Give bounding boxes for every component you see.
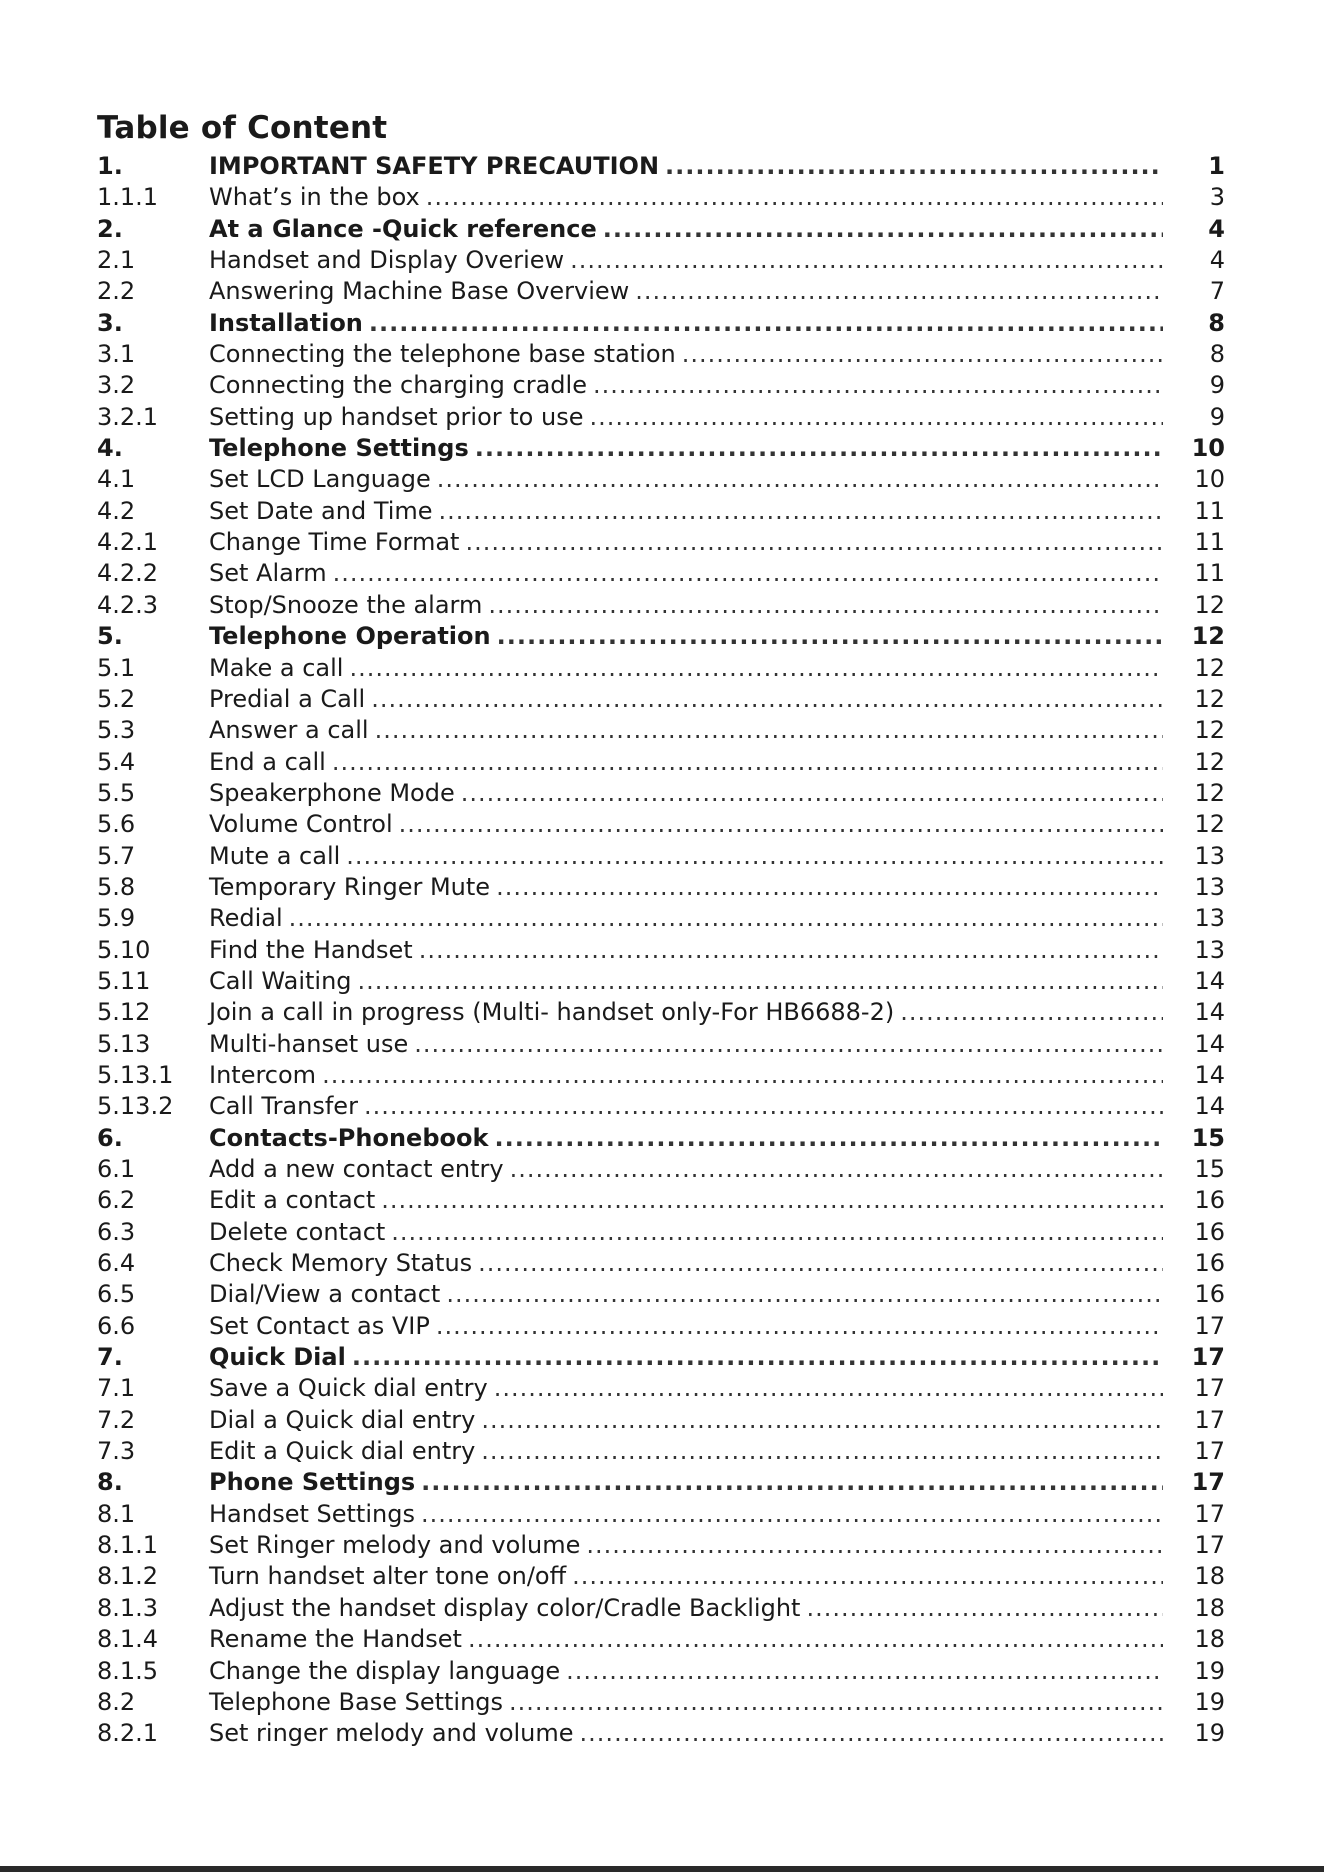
toc-entry-page: 16 — [1194, 1217, 1225, 1246]
toc-entry-title: Temporary Ringer Mute — [209, 872, 491, 901]
toc-entry[interactable] — [97, 1248, 1225, 1279]
toc-entry-page: 17 — [1194, 1405, 1225, 1434]
toc-entry-number: 5.13.2 — [97, 1092, 174, 1121]
toc-entry-number: 8.1.3 — [97, 1593, 159, 1622]
toc-entry-page: 12 — [1194, 810, 1225, 839]
toc-dot-leader — [635, 276, 1163, 307]
toc-entry[interactable] — [97, 778, 1225, 809]
toc-entry-title: Set Alarm — [209, 559, 327, 588]
toc-entry[interactable] — [97, 1561, 1225, 1592]
toc-entry-number: 5.3 — [97, 716, 136, 745]
toc-dot-leader — [322, 1060, 1163, 1091]
toc-dot-leader — [421, 1467, 1163, 1498]
toc-dot-leader — [900, 997, 1163, 1028]
toc-page — [97, 108, 1225, 1750]
toc-dot-leader — [488, 590, 1163, 621]
toc-entry-page: 19 — [1194, 1656, 1225, 1685]
toc-entry-number: 8.1.2 — [97, 1562, 159, 1591]
toc-entry[interactable] — [97, 214, 1225, 245]
toc-entry-page: 4 — [1208, 214, 1225, 243]
toc-entry-number: 6.2 — [97, 1186, 136, 1215]
toc-entry[interactable] — [97, 1373, 1225, 1404]
toc-dot-leader — [369, 308, 1163, 339]
toc-entry-page: 17 — [1191, 1468, 1225, 1497]
toc-dot-leader — [421, 1499, 1163, 1530]
toc-entry[interactable] — [97, 1029, 1225, 1060]
toc-entry-page: 14 — [1194, 1029, 1225, 1058]
toc-entry-number: 8.2.1 — [97, 1719, 159, 1748]
toc-entry-title: Predial a Call — [209, 684, 366, 713]
toc-dot-leader — [439, 496, 1163, 527]
toc-dot-leader — [494, 1123, 1163, 1154]
toc-dot-leader — [399, 809, 1163, 840]
toc-entry-page: 17 — [1191, 1343, 1225, 1372]
toc-dot-leader — [289, 903, 1163, 934]
toc-entry-number: 4. — [97, 434, 123, 463]
toc-entry-title: Set ringer melody and volume — [209, 1719, 574, 1748]
toc-entry-number: 6.5 — [97, 1280, 136, 1309]
toc-entry-title: Find the Handset — [209, 935, 413, 964]
toc-entry-title: Connecting the telephone base station — [209, 340, 676, 369]
toc-entry-title: Answering Machine Base Overview — [209, 277, 630, 306]
toc-entry[interactable] — [97, 1154, 1225, 1185]
toc-entry-number: 5.10 — [97, 935, 151, 964]
toc-entry-number: 5.1 — [97, 653, 136, 682]
toc-dot-leader — [426, 182, 1163, 213]
toc-entry-page: 17 — [1194, 1531, 1225, 1560]
toc-dot-leader — [572, 1561, 1163, 1592]
toc-entry[interactable] — [97, 308, 1225, 339]
toc-entry-page: 19 — [1194, 1719, 1225, 1748]
toc-entry-page: 16 — [1194, 1186, 1225, 1215]
toc-entry-number: 1. — [97, 152, 123, 180]
toc-entry-number: 4.2.2 — [97, 559, 159, 588]
toc-entry-title: Telephone Operation — [209, 622, 491, 651]
toc-entry-page: 19 — [1194, 1687, 1225, 1716]
toc-entry-number: 3.2 — [97, 371, 136, 400]
toc-entry-page: 10 — [1191, 434, 1225, 463]
toc-entry-title: Setting up handset prior to use — [209, 402, 584, 431]
toc-entry[interactable] — [97, 841, 1225, 872]
toc-entry-number: 6.6 — [97, 1311, 136, 1340]
toc-entry-number: 7.2 — [97, 1405, 136, 1434]
toc-entry[interactable] — [97, 653, 1225, 684]
toc-entry[interactable] — [97, 1185, 1225, 1216]
toc-entry-number: 5.11 — [97, 966, 151, 995]
toc-entry-page: 15 — [1194, 1155, 1225, 1183]
toc-entry-title: Set Date and Time — [209, 496, 433, 525]
toc-entry-title: Turn handset alter tone on/off — [209, 1562, 567, 1591]
toc-entry-page: 4 — [1209, 246, 1225, 275]
toc-entry-page: 12 — [1194, 653, 1225, 682]
toc-dot-leader — [333, 558, 1163, 589]
toc-entry-number: 3.2.1 — [97, 402, 159, 431]
toc-dot-leader — [465, 527, 1163, 558]
toc-dot-leader — [481, 1405, 1163, 1436]
toc-entry-page: 18 — [1194, 1593, 1225, 1622]
toc-entry-title: Set Contact as VIP — [209, 1311, 430, 1340]
toc-dot-leader — [481, 1436, 1163, 1467]
toc-dot-leader — [352, 1342, 1163, 1373]
toc-entry-title: Rename the Handset — [209, 1625, 462, 1654]
toc-entry-title: Mute a call — [209, 841, 341, 870]
toc-entry-page: 12 — [1191, 622, 1225, 651]
toc-dot-leader — [461, 778, 1163, 809]
toc-entry-number: 8.1.5 — [97, 1656, 159, 1685]
toc-dot-leader — [570, 245, 1163, 276]
toc-entry-number: 6. — [97, 1123, 123, 1152]
toc-dot-leader — [371, 684, 1163, 715]
toc-entry-page: 8 — [1209, 340, 1225, 369]
toc-dot-leader — [446, 1279, 1163, 1310]
toc-entry-page: 18 — [1194, 1562, 1225, 1591]
toc-entry-number: 5.9 — [97, 904, 136, 933]
toc-entry[interactable] — [97, 1091, 1225, 1122]
toc-entry[interactable] — [97, 903, 1225, 934]
toc-entry-number: 8.1 — [97, 1499, 136, 1528]
toc-entry-title: Stop/Snooze the alarm — [209, 590, 483, 619]
toc-entry-page: 11 — [1194, 496, 1225, 525]
toc-entry-title: Dial a Quick dial entry — [209, 1405, 476, 1434]
toc-entry-title: End a call — [209, 747, 326, 776]
toc-entry-title: IMPORTANT SAFETY PRECAUTION — [209, 152, 660, 180]
toc-dot-leader — [806, 1593, 1163, 1624]
toc-entry[interactable] — [97, 1123, 1225, 1154]
toc-entry-page: 8 — [1208, 308, 1225, 337]
toc-entry-page: 12 — [1194, 716, 1225, 745]
toc-entry[interactable] — [97, 872, 1225, 903]
toc-entry-number: 5.13 — [97, 1029, 151, 1058]
toc-entry[interactable] — [97, 684, 1225, 715]
toc-entry-page: 13 — [1194, 935, 1225, 964]
toc-dot-leader — [497, 621, 1163, 652]
toc-entry-title: Speakerphone Mode — [209, 778, 455, 807]
toc-entry[interactable] — [97, 1718, 1225, 1749]
toc-dot-leader — [349, 653, 1163, 684]
toc-dot-leader — [682, 339, 1163, 370]
toc-entry[interactable] — [97, 1436, 1225, 1467]
toc-entry-page: 14 — [1194, 1092, 1225, 1121]
toc-entry[interactable] — [97, 1342, 1225, 1373]
toc-dot-leader — [580, 1718, 1163, 1749]
toc-entry-title: Intercom — [209, 1060, 317, 1089]
toc-entry[interactable] — [97, 370, 1225, 401]
toc-entry[interactable] — [97, 1217, 1225, 1248]
toc-entry-number: 5.13.1 — [97, 1060, 174, 1089]
toc-entry-title: Delete contact — [209, 1217, 386, 1246]
toc-entry-number: 8.1.4 — [97, 1625, 159, 1654]
toc-entry-page: 14 — [1194, 998, 1225, 1027]
toc-entry-number: 5.7 — [97, 841, 136, 870]
toc-entry[interactable] — [97, 182, 1225, 213]
toc-entry-number: 5. — [97, 622, 123, 651]
toc-entry-number: 8.2 — [97, 1687, 136, 1716]
toc-entry[interactable] — [97, 809, 1225, 840]
toc-dot-leader — [358, 966, 1163, 997]
toc-entry-title: Multi-hanset use — [209, 1029, 409, 1058]
toc-entry-number: 5.12 — [97, 998, 151, 1027]
toc-entry[interactable] — [97, 433, 1225, 464]
toc-entry-page: 17 — [1194, 1374, 1225, 1403]
toc-dot-leader — [589, 402, 1163, 433]
toc-entry-page: 12 — [1194, 747, 1225, 776]
toc-entry-title: Handset and Display Overiew — [209, 246, 565, 275]
toc-entry-number: 5.5 — [97, 778, 136, 807]
toc-entry[interactable] — [97, 464, 1225, 495]
toc-entry[interactable] — [97, 1624, 1225, 1655]
toc-entry-title: At a Glance -Quick reference — [209, 214, 597, 243]
toc-dot-leader — [346, 841, 1163, 872]
toc-entry[interactable] — [97, 1467, 1225, 1498]
toc-entry-title: Set Ringer melody and volume — [209, 1531, 581, 1560]
toc-dot-leader — [510, 1154, 1163, 1185]
toc-dot-leader — [391, 1217, 1163, 1248]
toc-entry[interactable] — [97, 496, 1225, 527]
toc-entry-page: 1 — [1208, 152, 1225, 180]
toc-entry-title: Phone Settings — [209, 1468, 416, 1497]
toc-dot-leader — [586, 1530, 1163, 1561]
toc-entry-title: Change Time Format — [209, 528, 460, 557]
toc-dot-leader — [509, 1687, 1163, 1718]
toc-list — [97, 151, 1225, 1750]
toc-entry[interactable] — [97, 715, 1225, 746]
toc-dot-leader — [375, 715, 1163, 746]
toc-entry[interactable] — [97, 402, 1225, 433]
toc-entry[interactable] — [97, 1311, 1225, 1342]
toc-dot-leader — [496, 872, 1163, 903]
toc-dot-leader — [419, 935, 1163, 966]
toc-entry-number: 5.4 — [97, 747, 136, 776]
toc-entry[interactable] — [97, 590, 1225, 621]
toc-entry-title: Handset Settings — [209, 1499, 415, 1528]
page-title: Table of Content — [97, 110, 388, 146]
toc-entry-number: 7.1 — [97, 1374, 136, 1403]
toc-entry-title: Add a new contact entry — [209, 1155, 504, 1183]
toc-dot-leader — [475, 433, 1163, 464]
toc-entry-page: 3 — [1209, 183, 1225, 212]
toc-entry-page: 9 — [1209, 371, 1225, 400]
toc-entry[interactable] — [97, 1687, 1225, 1718]
bottom-rule — [0, 1866, 1324, 1872]
toc-entry-page: 17 — [1194, 1311, 1225, 1340]
toc-entry-number: 4.2 — [97, 496, 136, 525]
toc-entry[interactable] — [97, 1279, 1225, 1310]
toc-dot-leader — [665, 151, 1163, 182]
toc-entry-title: Telephone Base Settings — [209, 1687, 504, 1716]
toc-entry-title: Edit a Quick dial entry — [209, 1437, 476, 1466]
toc-entry-number: 5.6 — [97, 810, 136, 839]
toc-entry[interactable] — [97, 1656, 1225, 1687]
toc-entry[interactable] — [97, 245, 1225, 276]
toc-entry-page: 17 — [1194, 1499, 1225, 1528]
toc-dot-leader — [566, 1656, 1163, 1687]
toc-entry-number: 5.2 — [97, 684, 136, 713]
toc-entry[interactable] — [97, 747, 1225, 778]
toc-entry-page: 12 — [1194, 778, 1225, 807]
toc-entry-number: 5.8 — [97, 872, 136, 901]
toc-entry-title: Volume Control — [209, 810, 393, 839]
toc-entry[interactable] — [97, 276, 1225, 307]
toc-entry-title: Dial/View a contact — [209, 1280, 441, 1309]
toc-entry-title: Installation — [209, 308, 363, 337]
toc-entry[interactable] — [97, 1405, 1225, 1436]
toc-entry-page: 11 — [1194, 559, 1225, 588]
toc-dot-leader — [414, 1029, 1163, 1060]
toc-entry[interactable] — [97, 935, 1225, 966]
toc-entry-title: Redial — [209, 904, 283, 933]
toc-entry-page: 18 — [1194, 1625, 1225, 1654]
toc-dot-leader — [593, 370, 1163, 401]
toc-entry-number: 3. — [97, 308, 123, 337]
toc-entry-title: Telephone Settings — [209, 434, 469, 463]
toc-entry-number: 3.1 — [97, 340, 136, 369]
toc-entry-page: 14 — [1194, 966, 1225, 995]
toc-entry-number: 2.1 — [97, 246, 136, 275]
toc-entry[interactable] — [97, 997, 1225, 1028]
toc-entry-page: 16 — [1194, 1249, 1225, 1278]
toc-entry-title: Make a call — [209, 653, 344, 682]
toc-entry-title: Call Transfer — [209, 1092, 358, 1121]
toc-entry-title: Answer a call — [209, 716, 369, 745]
toc-entry-title: Adjust the handset display color/Cradle Backlight — [209, 1593, 801, 1622]
toc-entry-number: 8.1.1 — [97, 1531, 159, 1560]
toc-entry-page: 17 — [1194, 1437, 1225, 1466]
toc-entry-number: 7. — [97, 1343, 123, 1372]
toc-entry-page: 13 — [1194, 904, 1225, 933]
toc-entry[interactable] — [97, 151, 1225, 182]
toc-entry[interactable] — [97, 966, 1225, 997]
toc-entry-number: 8. — [97, 1468, 123, 1497]
toc-dot-leader — [381, 1185, 1163, 1216]
toc-entry-title: Connecting the charging cradle — [209, 371, 587, 400]
toc-entry-number: 4.2.3 — [97, 590, 159, 619]
toc-dot-leader — [478, 1248, 1163, 1279]
toc-entry-page: 10 — [1194, 465, 1225, 494]
toc-entry-title: Save a Quick dial entry — [209, 1374, 488, 1403]
toc-dot-leader — [436, 1311, 1163, 1342]
toc-entry-number: 2. — [97, 214, 123, 243]
toc-entry-number: 4.1 — [97, 465, 136, 494]
toc-dot-leader — [332, 747, 1163, 778]
toc-entry-number: 1.1.1 — [97, 183, 159, 212]
toc-entry-page: 13 — [1194, 872, 1225, 901]
toc-entry[interactable] — [97, 1060, 1225, 1091]
toc-entry-page: 13 — [1194, 841, 1225, 870]
toc-dot-leader — [603, 214, 1163, 245]
toc-entry-number: 2.2 — [97, 277, 136, 306]
toc-entry[interactable] — [97, 1530, 1225, 1561]
toc-entry-number: 4.2.1 — [97, 528, 159, 557]
toc-entry-title: Contacts-Phonebook — [209, 1123, 489, 1152]
toc-entry-title: Call Waiting — [209, 966, 352, 995]
toc-entry-number: 6.3 — [97, 1217, 136, 1246]
toc-dot-leader — [437, 464, 1163, 495]
toc-entry-title: Edit a contact — [209, 1186, 376, 1215]
toc-entry-page: 14 — [1194, 1060, 1225, 1089]
toc-entry-page: 12 — [1194, 590, 1225, 619]
toc-entry-page: 12 — [1194, 684, 1225, 713]
toc-entry[interactable] — [97, 1593, 1225, 1624]
toc-entry-number: 6.1 — [97, 1155, 136, 1183]
toc-entry-title: Change the display language — [209, 1656, 561, 1685]
toc-entry-title: Check Memory Status — [209, 1249, 473, 1278]
toc-entry-page: 15 — [1191, 1123, 1225, 1152]
toc-entry-page: 7 — [1209, 277, 1225, 306]
toc-dot-leader — [494, 1373, 1163, 1404]
toc-entry-title: What’s in the box — [209, 183, 420, 212]
toc-entry[interactable] — [97, 1499, 1225, 1530]
toc-dot-leader — [468, 1624, 1163, 1655]
toc-entry-title: Quick Dial — [209, 1343, 346, 1372]
toc-entry-title: Set LCD Language — [209, 465, 431, 494]
toc-entry[interactable] — [97, 558, 1225, 589]
toc-entry[interactable] — [97, 527, 1225, 558]
toc-entry-number: 6.4 — [97, 1249, 136, 1278]
toc-entry-number: 7.3 — [97, 1437, 136, 1466]
toc-entry-title: Join a call in progress (Multi- handset only-For HB6688-2) — [209, 998, 895, 1027]
toc-dot-leader — [364, 1091, 1163, 1122]
toc-entry-page: 16 — [1194, 1280, 1225, 1309]
toc-entry-page: 11 — [1194, 528, 1225, 557]
toc-entry[interactable] — [97, 339, 1225, 370]
toc-entry[interactable] — [97, 621, 1225, 652]
toc-entry-page: 9 — [1209, 402, 1225, 431]
